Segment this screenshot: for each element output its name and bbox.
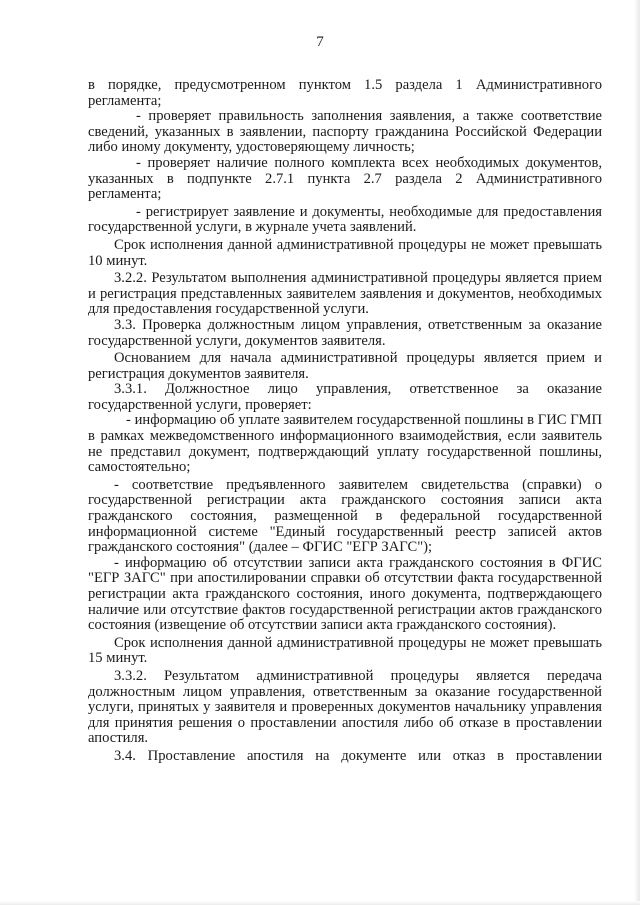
paragraph: Основанием для начала административной процедуры является прием и регистрация документов заявителя. bbox=[88, 350, 602, 382]
paragraph: - соответствие предъявленного заявителем свидетельства (справки) о государственной регистрации акта гражданского состояния записи акта гражданского состояния, размещенной в федеральной государственной информационной системе "Единый государственный реестр записей актов гражданского состояния" (далее – ФГИС "ЕГР ЗАГС"); bbox=[88, 476, 602, 556]
paragraph: - информацию об отсутствии записи акта гражданского состояния в ФГИС "ЕГР ЗАГС" при апостилировании справки об отсутствии факта государственной регистрации акта гражданского состояния, иного документа, подтверждающего наличие или отсутствие фактов государственной регистрации актов гражданского состояния (извещение об отсутствии записи акта гражданского состояния). bbox=[88, 554, 602, 634]
paragraph: 3.3.1. Должностное лицо управления, ответственное за оказание государственной услуги, проверяет: bbox=[88, 381, 602, 413]
paragraph: - регистрирует заявление и документы, необходимые для предоставления государственной услуги, в журнале учета заявлений. bbox=[88, 203, 602, 236]
paragraph: Срок исполнения данной административной процедуры не может превышать 10 минут. bbox=[88, 236, 602, 269]
paragraph: - проверяет наличие полного комплекта всех необходимых документов, указанных в подпункте 2.7.1 пункта 2.7 раздела 2 Административного регламента; bbox=[88, 154, 602, 203]
paragraph: 3.3.2. Результатом административной процедуры является передача должностным лицом управления, ответственным за оказание государственной услуги, принятых у заявителя и проверенных документов начальнику управления для принятия решения о проставлении апостиля либо об отказе в проставлении апостиля. bbox=[88, 667, 602, 747]
document-body bbox=[88, 78, 602, 765]
page-number: 7 bbox=[316, 34, 324, 50]
scan-edge bbox=[634, 0, 640, 905]
paragraph: - проверяет правильность заполнения заявления, а также соответствие сведений, указанных в заявлении, паспорту гражданина Российской Федерации либо иному документу, удостоверяющему личность; bbox=[88, 108, 602, 156]
paragraph: Срок исполнения данной административной процедуры не может превышать 15 минут. bbox=[88, 634, 602, 667]
paragraph: - информацию об уплате заявителем государственной пошлины в ГИС ГМП в рамках межведомственного информационного взаимодействия, если заявитель не представил документ, подтверждающий уплату государственной пошлины, самостоятельно; bbox=[88, 412, 602, 476]
paragraph: в порядке, предусмотренном пунктом 1.5 раздела 1 Административного регламента; bbox=[88, 77, 602, 109]
scan-edge-bottom bbox=[0, 901, 640, 905]
paragraph: 3.2.2. Результатом выполнения административной процедуры является прием и регистрация представленных заявителем заявления и документов, необходимых для предоставления государственной услуги. bbox=[88, 270, 602, 318]
paragraph: 3.4. Проставление апостиля на документе или отказ в проставлении bbox=[114, 747, 602, 764]
paragraph: 3.3. Проверка должностным лицом управления, ответственным за оказание государственной услуги, документов заявителя. bbox=[88, 316, 602, 349]
